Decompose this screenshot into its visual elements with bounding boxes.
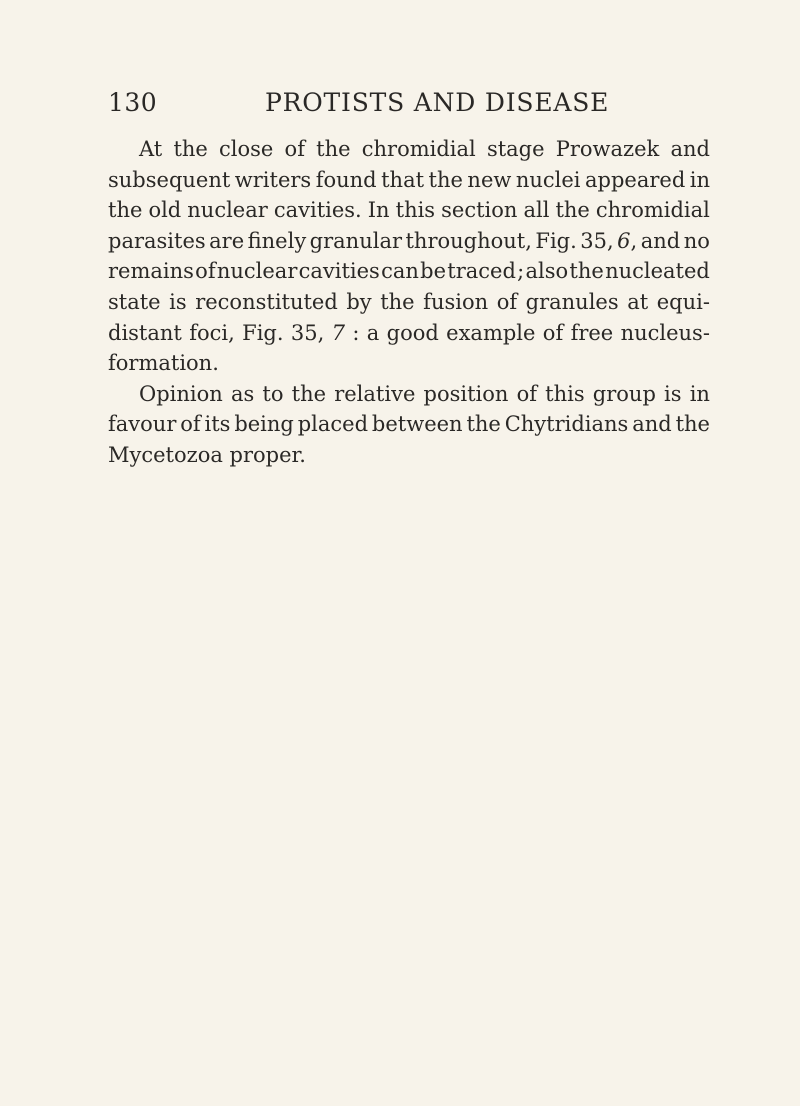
word: at	[627, 289, 649, 314]
word: by	[346, 289, 372, 314]
text-line	[108, 195, 710, 226]
word: cavities.	[273, 198, 362, 223]
paragraph-1	[108, 134, 710, 379]
word: new	[467, 167, 512, 192]
word: Opinion	[139, 381, 223, 406]
word: In	[367, 198, 390, 223]
word: throughout,	[405, 228, 532, 253]
word: nuclear	[187, 198, 268, 223]
word: 7	[331, 320, 345, 345]
page-number: 130	[108, 88, 158, 117]
paragraph-2	[108, 379, 710, 471]
word: old	[148, 198, 182, 223]
word: nucleated	[605, 259, 710, 284]
word: the	[316, 137, 351, 161]
word: granules	[525, 289, 619, 314]
word: ;	[517, 259, 525, 284]
word: writers	[234, 167, 312, 192]
word: cavities	[298, 259, 380, 284]
word: Fig.	[242, 320, 284, 345]
word: of	[284, 137, 305, 161]
word: state	[108, 289, 161, 314]
word: 35,	[290, 320, 325, 345]
text-line	[108, 287, 710, 318]
word: foci,	[189, 320, 235, 345]
word: of	[516, 381, 538, 406]
word: of	[542, 320, 564, 345]
word: traced	[447, 259, 516, 284]
word: :	[352, 320, 360, 345]
word: its	[204, 412, 231, 437]
word: subsequent	[108, 167, 231, 192]
word: Chytridians	[504, 412, 629, 437]
text-line	[108, 409, 710, 440]
word: of	[180, 412, 201, 437]
text-line	[108, 379, 710, 410]
word: nuclei	[515, 167, 581, 192]
text-line	[108, 165, 710, 196]
word: stage	[486, 137, 545, 161]
word: as	[230, 381, 255, 406]
word: be	[420, 259, 447, 284]
word: reconstituted	[195, 289, 338, 314]
word: the	[569, 259, 604, 284]
word: this	[545, 381, 585, 406]
text-line: Mycetozoa proper.	[108, 442, 306, 467]
word: example	[446, 320, 536, 345]
running-head	[108, 86, 690, 120]
word: and	[640, 228, 681, 253]
word: is	[169, 289, 187, 314]
word: close	[219, 137, 274, 161]
word: parasites	[108, 228, 206, 253]
word: in	[689, 167, 710, 192]
word: is	[664, 381, 682, 406]
word: this	[395, 198, 436, 223]
word: distant	[108, 320, 182, 345]
word: appeared	[585, 167, 686, 192]
word: that	[381, 167, 425, 192]
word: the	[380, 289, 415, 314]
text-line: formation.	[108, 351, 219, 376]
word: Fig.	[535, 228, 577, 253]
running-title: PROTISTS AND DISEASE	[265, 88, 610, 117]
word: fusion	[423, 289, 489, 314]
word: finely	[247, 228, 307, 253]
word: nucleus-	[620, 320, 710, 345]
word: between	[371, 412, 463, 437]
word: all	[523, 198, 550, 223]
word: remains	[108, 259, 194, 284]
word: nuclear	[216, 259, 298, 284]
word: the	[675, 412, 710, 437]
word: the	[291, 381, 327, 406]
word: and	[632, 412, 672, 437]
word: Prowazek	[555, 137, 660, 161]
word: granular	[309, 228, 402, 253]
body-text	[108, 134, 710, 471]
word: section	[441, 198, 518, 223]
text-line	[108, 318, 710, 349]
word: the	[173, 137, 208, 161]
text-line	[108, 256, 710, 287]
word: also	[525, 259, 569, 284]
word: chromidial	[595, 198, 710, 223]
text-line	[108, 226, 710, 257]
word: placed	[297, 412, 369, 437]
word: of	[195, 259, 216, 284]
word: equi-	[656, 289, 710, 314]
word: found	[315, 167, 377, 192]
word: and	[670, 137, 710, 161]
word: of	[496, 289, 518, 314]
word: 35,	[580, 228, 614, 253]
word: are	[209, 228, 245, 253]
word: to	[262, 381, 284, 406]
word: good	[386, 320, 439, 345]
word: the	[555, 198, 590, 223]
word: group	[592, 381, 656, 406]
word: 6,	[617, 228, 638, 253]
word: free	[570, 320, 614, 345]
word: no	[683, 228, 710, 253]
word: in	[689, 381, 710, 406]
word: At	[139, 137, 163, 161]
word: a	[366, 320, 380, 345]
word: position	[423, 381, 509, 406]
word: the	[428, 167, 463, 192]
word: relative	[334, 381, 416, 406]
word: the	[108, 198, 143, 223]
text-line	[108, 134, 710, 165]
word: the	[466, 412, 501, 437]
word: chromidial	[361, 137, 476, 161]
word: being	[234, 412, 294, 437]
word: can	[381, 259, 419, 284]
word: favour	[108, 412, 177, 437]
